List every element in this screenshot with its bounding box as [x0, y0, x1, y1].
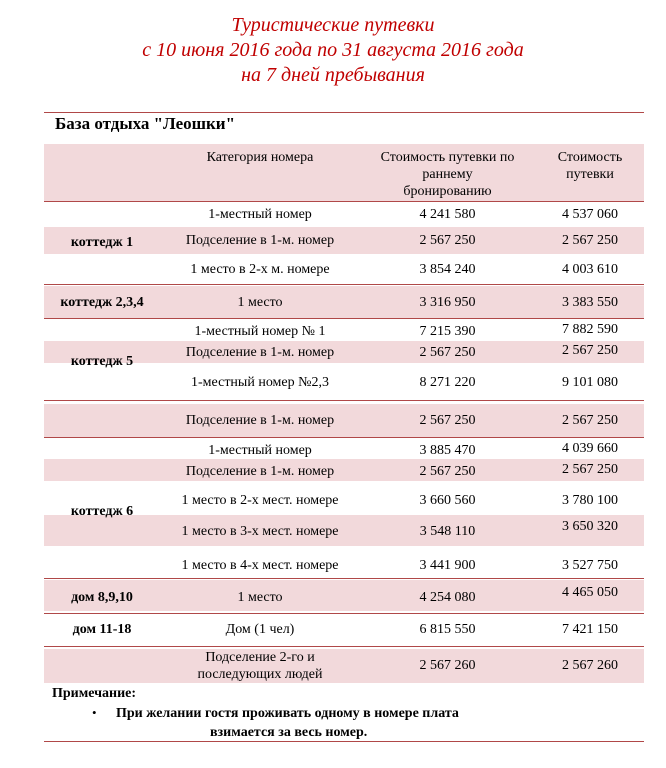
- row-category: 1-местный номер: [208, 443, 312, 458]
- cottage-label: дом 8,9,10: [71, 590, 133, 605]
- cottage-label: коттедж 6: [70, 504, 134, 519]
- row-early-price: 2 567 250: [419, 413, 476, 428]
- row-early-price: 3 660 560: [419, 493, 476, 508]
- row-category: Подселение в 1-м. номер: [185, 413, 335, 428]
- row-category: Подселение в 1-м. номер: [185, 464, 335, 479]
- row-price: 4 003 610: [562, 262, 618, 277]
- row-price: 4 039 660: [562, 441, 618, 456]
- row-category: 1-местный номер № 1: [194, 324, 326, 339]
- row-early-price: 2 567 250: [419, 233, 476, 248]
- note-title: Примечание:: [52, 686, 137, 701]
- column-header-price-line2: путевки: [566, 167, 614, 182]
- column-header-category: Категория номера: [206, 150, 314, 165]
- row-price: 2 567 250: [562, 233, 618, 248]
- column-header-early-line1: Стоимость путевки по: [380, 150, 515, 165]
- row-price: 3 527 750: [562, 558, 618, 573]
- row-price: 2 567 250: [562, 343, 618, 358]
- row-price: 2 567 260: [562, 658, 618, 673]
- note-line-2: взимается за весь номер.: [210, 725, 368, 740]
- row-category: 1 место в 3-х мест. номере: [181, 524, 339, 539]
- divider: [44, 646, 644, 647]
- cottage-label: коттедж 5: [70, 354, 134, 369]
- row-price: 4 537 060: [562, 207, 618, 222]
- row-price: 7 421 150: [562, 622, 618, 637]
- column-header-early-line3: бронированию: [403, 184, 492, 199]
- divider: [44, 318, 644, 319]
- divider: [44, 201, 644, 202]
- row-early-price: 4 241 580: [419, 207, 476, 222]
- divider: [44, 112, 644, 113]
- divider: [44, 578, 644, 579]
- row-early-price: 2 567 250: [419, 464, 476, 479]
- row-category: 1-местный номер: [208, 207, 312, 222]
- row-early-price: 7 215 390: [419, 324, 476, 339]
- row-price: 7 882 590: [562, 322, 618, 337]
- row-category: Дом (1 чел): [225, 622, 295, 637]
- row-category-line2: последующих людей: [197, 667, 323, 682]
- row-early-price: 3 548 110: [419, 524, 476, 539]
- row-category: 1 место в 2-х мест. номере: [181, 493, 339, 508]
- row-price: 2 567 250: [562, 462, 618, 477]
- row-price: 3 383 550: [562, 295, 618, 310]
- row-early-price: 6 815 550: [419, 622, 476, 637]
- row-early-price: 4 254 080: [419, 590, 476, 605]
- row-price: 4 465 050: [562, 585, 618, 600]
- row-category: 1 место в 2-х м. номере: [190, 262, 330, 277]
- row-price: 2 567 250: [562, 413, 618, 428]
- cottage-label: дом 11-18: [72, 622, 132, 637]
- column-header-price-line1: Стоимость: [557, 150, 623, 165]
- row-early-price: 3 441 900: [419, 558, 476, 573]
- row-category: Подселение в 1-м. номер: [185, 233, 335, 248]
- divider: [44, 613, 644, 614]
- heading-line-2: с 10 июня 2016 года по 31 августа 2016 года: [142, 39, 524, 61]
- row-price: 3 650 320: [562, 519, 618, 534]
- row-early-price: 3 885 470: [419, 443, 476, 458]
- row-category-line1: Подселение 2-го и: [205, 650, 315, 665]
- row-early-price: 2 567 250: [419, 345, 476, 360]
- row-early-price: 3 316 950: [419, 295, 476, 310]
- heading-line-1: Туристические путевки: [231, 14, 435, 36]
- row-early-price: 8 271 220: [419, 375, 476, 390]
- row-category: 1 место в 4-х мест. номере: [181, 558, 339, 573]
- row-category: 1-местный номер №2,3: [191, 375, 329, 390]
- cottage-label: коттедж 2,3,4: [60, 295, 144, 310]
- note-text: [116, 704, 586, 742]
- heading-line-3: на 7 дней пребывания: [241, 64, 425, 86]
- column-header-early-line2: раннему: [422, 167, 473, 182]
- row-category: Подселение в 1-м. номер: [185, 345, 335, 360]
- row-category: 1 место: [237, 590, 283, 605]
- row-category: 1 место: [237, 295, 283, 310]
- divider: [44, 284, 644, 285]
- base-title: База отдыха "Леошки": [55, 114, 236, 133]
- divider: [44, 400, 644, 401]
- row-price: 9 101 080: [562, 375, 618, 390]
- cottage-label: коттедж 1: [70, 235, 134, 250]
- row-early-price: 3 854 240: [419, 262, 476, 277]
- note-line-1: При желании гостя проживать одному в номере плата: [116, 706, 459, 721]
- divider: [44, 437, 644, 438]
- row-early-price: 2 567 260: [419, 658, 476, 673]
- bullet-icon: •: [92, 705, 97, 720]
- row-price: 3 780 100: [562, 493, 618, 508]
